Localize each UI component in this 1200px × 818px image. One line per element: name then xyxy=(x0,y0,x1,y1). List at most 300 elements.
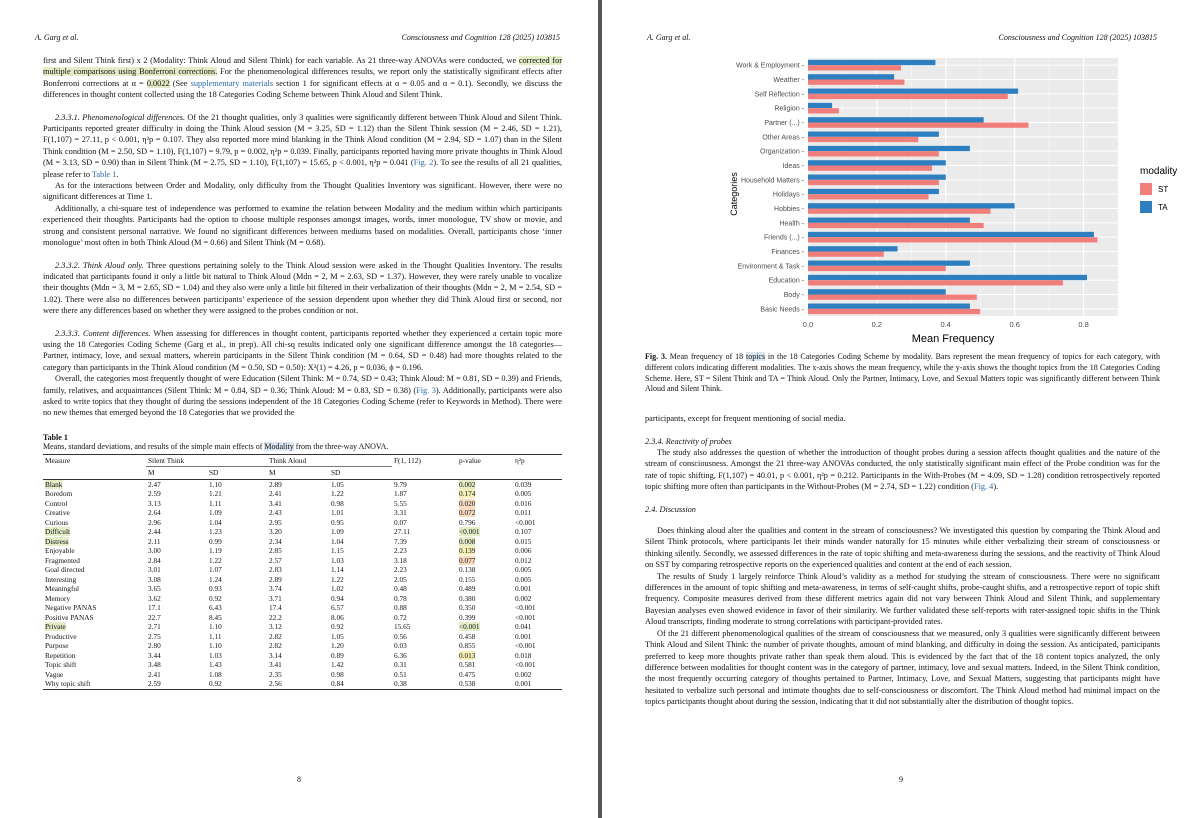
running-author: A. Garg et al. xyxy=(647,33,691,42)
cell-st-m: 2.64 xyxy=(148,508,161,518)
cell-ta-sd: 0.98 xyxy=(331,498,344,508)
col-st-m: M xyxy=(146,467,207,480)
table-row xyxy=(43,556,562,566)
cell-st-sd: 1.07 xyxy=(209,565,222,575)
cell-f: 0.56 xyxy=(394,631,407,641)
col-st-sd: SD xyxy=(207,467,267,480)
cell-measure: Interesting xyxy=(45,574,77,584)
cell-measure: Fragmented xyxy=(45,555,80,565)
section-phenomenological: 2.3.3.1. Phenomenological differences. Of the 21 thought qualities, only 3 qualities were significantly different between Think Aloud and Silent Think. Participants reported greater difficulty in doing the Think Aloud session (M = 3.25, SD = 1.12) than the Silent Think session (M = 2.46, SD = 1.21), F(1,107) = 27.11, p < 0.001, η²p = 0.107. They also reported more mind blanking in the Think Aloud condition (M = 2.94, SD = 1.07) than in the Silent Think condition (M = 2.50, SD = 1.10), F(1,107) = 9.79, p = 0.002, η²p = 0.039. Finally, participants reported having more private thoughts in Think Aloud (M = 3.13, SD = 0.90) than in Silent Think (M = 2.75, SD = 1.10), F(1,107) = 15.65, p < 0.001, η²p = 0.041 (Fig. 2). To see the results of all 21 qualities, please refer to Table 1. xyxy=(43,112,563,179)
cell-p: <0.001 xyxy=(459,622,480,632)
cell-ta-sd: 1.14 xyxy=(331,565,344,575)
table-row xyxy=(43,679,562,689)
cell-st-sd: 1.23 xyxy=(209,527,222,537)
cell-measure: Productive xyxy=(45,631,77,641)
cell-ta-m: 3.14 xyxy=(269,650,282,660)
cell-st-m: 3.01 xyxy=(148,565,161,575)
bar-st xyxy=(808,295,977,300)
bar-ta xyxy=(808,60,935,65)
cell-ta-m: 2.43 xyxy=(269,508,282,518)
col-ta-m: M xyxy=(267,467,329,480)
cell-ta-sd: 0.92 xyxy=(331,622,344,632)
y-tick-label: Holidays - xyxy=(772,191,804,199)
cell-st-m: 2.47 xyxy=(148,479,161,489)
page-number: 9 xyxy=(899,775,903,784)
cell-ta-sd: 1.09 xyxy=(331,527,344,537)
fig4-link[interactable]: Fig. 4 xyxy=(973,482,994,492)
cell-ta-m: 2.95 xyxy=(269,517,282,527)
cell-measure: Curious xyxy=(45,517,69,527)
y-tick-label: Work & Employment - xyxy=(736,62,804,70)
chisq-paragraph: Additionally, a chi-square test of independence was performed to examine the relation between Modality and the medium within which participants experienced their thoughts. Participants had the option to choose multiple responses amongst images, words, inner monologue, TV show or movie, and strong and consistent personal narrative. We found no significant differences between mediums based on modalities. Overall, participants chose ‘inner monologue’ most often in both Think Aloud (M = 0.66) and Silent Think (M = 0.68). xyxy=(43,203,562,248)
y-tick-label: Environment & Task - xyxy=(737,263,804,271)
cell-st-m: 17.1 xyxy=(148,603,161,613)
cell-ta-sd: 1.04 xyxy=(331,536,344,546)
cell-eta: 0.012 xyxy=(515,555,532,565)
bar-ta xyxy=(808,275,1087,280)
discussion-paragraph-2: The results of Study 1 largely reinforce Think Aloud’s validity as a method for studying the stream of consciousness. There were no significant differences in the amount of topic shifting and meta-awareness, in terms of self-caught shifts, probe-caught shifts, and a retrospective report of topic shift frequency. Composite measures derived from these different metrics again did not vary between Think Aloud and Silent Think, and supplementary Bayesian analyses even showed evidence in favor of their similarity. We further validated these self-reports with rater-assigned topic shifts in the Think Aloud transcripts, finding moderate to strong correlations with participant-provided rates. xyxy=(645,571,1160,627)
table-1 xyxy=(43,433,562,690)
table1-link[interactable]: Table 1 xyxy=(91,169,117,179)
x-tick-label: 0.0 xyxy=(802,320,814,329)
table-row xyxy=(43,670,562,680)
cell-eta: 0.001 xyxy=(515,679,532,689)
cell-ta-sd: 1.42 xyxy=(331,660,344,670)
cell-p: 0.475 xyxy=(459,669,476,679)
cell-ta-sd: 1.02 xyxy=(331,584,344,594)
bar-ta xyxy=(808,189,939,194)
cell-eta: <0.001 xyxy=(515,603,536,613)
cell-f: 1.87 xyxy=(394,489,407,499)
cell-ta-m: 3.71 xyxy=(269,593,282,603)
cell-ta-m: 2.57 xyxy=(269,555,282,565)
table-row xyxy=(43,527,562,537)
bar-st xyxy=(808,194,929,199)
table-row xyxy=(43,594,562,604)
cell-ta-m: 22.2 xyxy=(269,612,282,622)
legend-title: modality xyxy=(1140,166,1178,177)
y-tick-label: Household Matters - xyxy=(740,177,804,185)
cell-ta-m: 2.85 xyxy=(269,546,282,556)
cell-f: 0.72 xyxy=(394,612,407,622)
cell-st-m: 2.96 xyxy=(148,517,161,527)
cell-ta-sd: 0.89 xyxy=(331,650,344,660)
bar-st xyxy=(808,108,839,113)
y-tick-label: Health - xyxy=(779,220,804,228)
bar-st xyxy=(808,223,984,228)
table-row xyxy=(43,622,562,632)
cell-ta-m: 3.12 xyxy=(269,622,282,632)
cell-measure: Purpose xyxy=(45,641,69,651)
cell-ta-sd: 1.05 xyxy=(331,631,344,641)
cell-st-sd: 1.03 xyxy=(209,650,222,660)
x-tick-label: 0.8 xyxy=(1078,320,1089,329)
bar-ta xyxy=(808,232,1094,237)
table-caption: Means, standard deviations, and results of the simple main effects of Modality from the three-way ANOVA. xyxy=(43,441,389,451)
cell-ta-m: 3.41 xyxy=(269,660,282,670)
cell-st-sd: 8.45 xyxy=(209,612,222,622)
bar-ta xyxy=(808,117,984,122)
cell-eta: <0.001 xyxy=(515,641,536,651)
y-tick-label: Friends (...) - xyxy=(763,234,804,242)
section-reactivity-heading: 2.3.4. Reactivity of probes xyxy=(645,436,732,446)
running-journal: Consciousness and Cognition 128 (2025) 103815 xyxy=(998,33,1157,42)
cell-p: 0.489 xyxy=(459,584,476,594)
y-tick-label: Religion - xyxy=(774,105,804,113)
cell-ta-m: 3.20 xyxy=(269,527,282,537)
cell-eta: 0.018 xyxy=(515,650,532,660)
cell-st-sd: 0.93 xyxy=(209,584,222,594)
cell-f: 15.65 xyxy=(394,622,411,632)
cell-p: 0.174 xyxy=(459,489,476,499)
cell-p: 0.399 xyxy=(459,612,476,622)
cell-st-m: 3.44 xyxy=(148,650,161,660)
reactivity-paragraph: The study also addresses the question of whether the introduction of thought probes during a session affects thought qualities and the nature of the stream of consciousness. Amongst the 21 three-way ANOVAs conducted, the only statistically significant main effect of the Probe condition was for the rate of topic shifting, F(1,107) = 40.01, p < 0.001, η²p = 0.212. Participants in the With-Probes (M = 4.09, SD = 1.28) condition retrospectively reported topic shifting more often than participants in the Without-Probes (M = 2.74, SD = 1.22) condition (Fig. 4). xyxy=(645,448,1160,492)
cell-st-sd: 6.43 xyxy=(209,603,222,613)
cell-st-sd: 1.19 xyxy=(209,546,222,556)
x-tick-label: 0.6 xyxy=(1009,320,1020,329)
cell-p: 0.538 xyxy=(459,679,476,689)
cell-eta: 0.001 xyxy=(515,584,532,594)
cell-eta: 0.041 xyxy=(515,622,532,632)
cell-measure: Memory xyxy=(45,593,71,603)
cell-measure: Vague xyxy=(45,669,64,679)
cell-eta: 0.107 xyxy=(515,527,532,537)
cell-p: 0.138 xyxy=(459,565,476,575)
cell-st-m: 22.7 xyxy=(148,612,161,622)
cell-ta-m: 2.89 xyxy=(269,479,282,489)
cell-eta: 0.002 xyxy=(515,669,532,679)
bar-st xyxy=(808,123,1028,128)
legend-swatch xyxy=(1140,183,1152,195)
col-eta: η²p xyxy=(515,456,525,466)
fig-label: Fig. 3. xyxy=(645,352,667,361)
cell-ta-m: 2.82 xyxy=(269,631,282,641)
y-tick-label: Finances - xyxy=(771,249,804,256)
cell-f: 5.55 xyxy=(394,498,407,508)
bar-ta xyxy=(808,261,970,266)
cell-p: 0.077 xyxy=(459,555,476,565)
bar-ta xyxy=(808,103,832,108)
col-silent-think: Silent Think xyxy=(148,455,185,465)
table-row xyxy=(43,651,562,661)
cell-f: 0.78 xyxy=(394,593,407,603)
cell-ta-sd: 8.06 xyxy=(331,612,344,622)
cell-eta: 0.006 xyxy=(515,546,532,556)
cell-f: 0.48 xyxy=(394,584,407,594)
cell-measure: Difficult xyxy=(45,527,70,537)
figure-3-chart xyxy=(726,50,1196,345)
section-content-differences: 2.3.3.3. Content differences. When assessing for differences in thought content, participants reported whether they experienced a certain topic more using the 18 Categories Coding Scheme (Garg et al., in prep). All chi-sq results indicated only one significant difference amongst the 18 categories—Partner, intimacy, love, and sexual matters, wherein participants in the Silent Think condition (M = 0.64, SD = 0.48) had more thoughts related to the category than participants in the Think Aloud condition (M = 0.50, SD = 0.50): X²(1) = 4.26, p = 0.036, ϕ = 0.196. xyxy=(43,328,562,372)
cell-eta: 0.001 xyxy=(515,631,532,641)
bar-st xyxy=(808,94,1008,99)
bar-ta xyxy=(808,246,898,251)
cell-st-m: 3.00 xyxy=(148,546,161,556)
page-number: 8 xyxy=(297,775,301,784)
cell-f: 3.31 xyxy=(394,508,407,518)
highlight-modality: Modality xyxy=(264,441,294,451)
table-row xyxy=(43,613,562,623)
cell-p: <0.001 xyxy=(459,527,480,537)
cell-measure: Control xyxy=(45,498,68,508)
cell-p: 0.380 xyxy=(459,593,476,603)
bar-st xyxy=(808,166,932,171)
page-right xyxy=(602,0,1200,818)
cell-ta-m: 17.4 xyxy=(269,603,282,613)
section-heading: 2.3.3.3. Content differences. xyxy=(55,328,151,338)
highlight-bonferroni: corrected for multiple comparisons using Bonferroni corrections. xyxy=(43,56,562,77)
cell-st-m: 2.11 xyxy=(148,536,161,546)
cell-f: 0.03 xyxy=(394,641,407,651)
table-row xyxy=(43,499,562,509)
bar-ta xyxy=(808,74,894,79)
cell-ta-sd: 1.22 xyxy=(331,489,344,499)
cell-measure: Private xyxy=(45,622,66,632)
cell-st-sd: 0.99 xyxy=(209,536,222,546)
cell-st-sd: 1.08 xyxy=(209,669,222,679)
cell-f: 2.05 xyxy=(394,574,407,584)
cell-st-sd: 1.10 xyxy=(209,641,222,651)
cell-ta-sd: 0.98 xyxy=(331,669,344,679)
cell-f: 2.23 xyxy=(394,546,407,556)
legend-label: ST xyxy=(1158,185,1169,194)
col-think-aloud: Think Aloud xyxy=(269,455,307,465)
cell-ta-sd: 1.22 xyxy=(331,574,344,584)
cell-ta-m: 2.41 xyxy=(269,489,282,499)
cell-p: 0.002 xyxy=(459,479,476,489)
y-tick-label: Weather - xyxy=(773,77,804,84)
cell-measure: Creative xyxy=(45,508,70,518)
bar-ta xyxy=(808,175,946,180)
cell-p: 0.020 xyxy=(459,498,476,508)
cell-measure: Enjoyable xyxy=(45,546,75,556)
y-tick-label: Body - xyxy=(783,292,804,299)
cell-f: 0.51 xyxy=(394,669,407,679)
table-row xyxy=(43,546,562,556)
y-axis-title: Categories xyxy=(729,172,739,216)
discussion-paragraph-3: Of the 21 different phenomenological qualities of the stream of consciousness that we measured, only 3 qualities were significantly different between Think Aloud and Silent Think: the number of private thoughts, amount of mind blanking, and difficulty in doing the session. As anticipated, participants preferred to keep more thoughts private rather than speak them aloud. This is evidenced by the fact that of the 18 content topics analyzed, the only difference between modalities for thought content was in the category of partner, intimacy, love and sexual matters. Indeed, in the Silent Think condition, the most frequently occurring category of thoughts pertained to Partner, Intimacy, Love, and Sexual Matters, suggesting that participants might have hesitated to verbalize such personal and intimate thoughts due to self-consciousness or discomfort. The Think Aloud method had minimal impact on the topics participants thought about during the session, indicating that it did not substantially alter the distribution of thought topics. xyxy=(645,628,1160,707)
bar-ta xyxy=(808,218,970,223)
cell-f: 0.38 xyxy=(394,679,407,689)
cell-measure: Blank xyxy=(45,479,63,489)
table-row xyxy=(43,537,562,547)
table-row xyxy=(43,575,562,585)
section-think-aloud-only: 2.3.3.2. Think Aloud only. Three questions pertaining solely to the Think Aloud session were asked in the Thought Qualities Inventory. The results indicated that participants found it only a little bit natural to Think Aloud (Mdn = 2, M = 2.63, SD = 1.37). However, they were rarely unable to vocalize their thoughts (Mdn = 3, M = 2.65, SD = 1.04) and they also were only a little bit filtered in their verbalization of their thoughts (Mdn = 2, M = 2.54, SD = 1.02). There were also no differences between participants’ experience of the session dependent upon whether they did Think Aloud first or second, nor were there any differences based on whether they were assigned to the probes condition or not. xyxy=(43,260,562,316)
right-body xyxy=(645,352,1160,708)
cell-st-m: 2.41 xyxy=(148,669,161,679)
left-body xyxy=(43,55,562,690)
cell-eta: 0.011 xyxy=(515,508,532,518)
cell-ta-sd: 1.05 xyxy=(331,479,344,489)
legend-label: TA xyxy=(1158,203,1168,212)
y-tick-label: Education - xyxy=(768,277,804,285)
x-tick-label: 0.2 xyxy=(871,320,883,329)
cell-ta-sd: 6.57 xyxy=(331,603,344,613)
cell-st-sd: 1.10 xyxy=(209,622,222,632)
figure-caption: Fig. 3. Mean frequency of 18 topics in the 18 Categories Coding Scheme by modality. Bars represent the mean frequency of topics for each category, with different colors indicating different modalities. The x-axis shows the mean frequency, while the y-axis shows the thought topics from the 18 Categories Coding Scheme. Here, ST = Silent Think and TA = Think Aloud. Only the Partner, Intimacy, Love, and Sexual Matters topic was significantly different between Think Aloud and Silent Think. xyxy=(645,352,1161,394)
cell-st-m: 2.75 xyxy=(148,631,161,641)
cell-p: 0.458 xyxy=(459,631,476,641)
cell-measure: Why topic shift xyxy=(45,679,91,689)
cell-st-m: 2.80 xyxy=(148,641,161,651)
bar-st xyxy=(808,151,939,156)
cell-ta-sd: 0.94 xyxy=(331,593,344,603)
bar-st xyxy=(808,80,904,85)
continuation-paragraph: participants, except for frequent mentioning of social media. xyxy=(645,414,846,424)
bar-st xyxy=(808,266,946,271)
cell-st-sd: 1.21 xyxy=(209,489,222,499)
cell-f: 7.39 xyxy=(394,536,407,546)
cell-st-m: 2.59 xyxy=(148,679,161,689)
cell-measure: Repetition xyxy=(45,650,76,660)
table-row xyxy=(43,489,562,499)
results-table xyxy=(43,454,562,690)
cell-st-sd: 1.11 xyxy=(209,498,222,508)
cell-eta: 0.015 xyxy=(515,536,532,546)
col-p: p-value xyxy=(459,456,481,466)
cell-eta: <0.001 xyxy=(515,660,536,670)
cell-st-sd: 0.92 xyxy=(209,593,222,603)
interaction-paragraph: As for the interactions between Order and Modality, only difficulty from the Thought Qualities Inventory was significant. However, there were no significant differences at Time 1. xyxy=(43,181,562,202)
cell-st-m: 3.62 xyxy=(148,593,161,603)
cell-eta: <0.001 xyxy=(515,612,536,622)
section-discussion-heading: 2.4. Discussion xyxy=(645,504,696,514)
highlight-topics: topics xyxy=(745,352,766,361)
cell-ta-sd: 0.84 xyxy=(331,679,344,689)
table-row xyxy=(43,584,562,594)
col-ta-sd: SD xyxy=(329,467,392,480)
page-left xyxy=(0,0,598,818)
table-row xyxy=(43,565,562,575)
cell-ta-sd: 1.01 xyxy=(331,508,344,518)
cell-f: 3.18 xyxy=(394,555,407,565)
cell-ta-m: 2.83 xyxy=(269,565,282,575)
cell-eta: 0.016 xyxy=(515,498,532,508)
y-tick-label: Self Reflection - xyxy=(754,91,804,99)
bar-ta xyxy=(808,89,1018,94)
table-row xyxy=(43,632,562,642)
cell-st-m: 2.71 xyxy=(148,622,161,632)
cell-measure: Topic shift xyxy=(45,660,77,670)
cell-st-sd: 1.43 xyxy=(209,660,222,670)
cell-f: 0.31 xyxy=(394,660,407,670)
col-f: F(1, 112) xyxy=(394,456,421,466)
col-measure: Measure xyxy=(45,456,71,466)
bar-st xyxy=(808,209,991,214)
bar-st xyxy=(808,309,980,314)
fig3-link[interactable]: Fig. 3 xyxy=(416,385,436,395)
cell-eta: 0.005 xyxy=(515,574,532,584)
cell-p: 0.350 xyxy=(459,603,476,613)
cell-measure: Distress xyxy=(45,536,69,546)
cell-measure: Positive PANAS xyxy=(45,612,94,622)
bar-ta xyxy=(808,160,946,165)
cell-ta-m: 2.34 xyxy=(269,536,282,546)
cell-eta: 0.002 xyxy=(515,593,532,603)
cell-measure: Meaningful xyxy=(45,584,80,594)
cell-st-m: 2.84 xyxy=(148,555,161,565)
cell-eta: <0.001 xyxy=(515,517,536,527)
y-tick-label: Hobbies - xyxy=(774,206,804,213)
cell-st-m: 2.44 xyxy=(148,527,161,537)
cell-eta: 0.005 xyxy=(515,565,532,575)
cell-st-sd: 1.04 xyxy=(209,517,222,527)
cell-p: 0.855 xyxy=(459,641,476,651)
legend-swatch xyxy=(1140,201,1152,213)
y-tick-label: Other Areas - xyxy=(762,134,804,142)
cell-st-m: 3.08 xyxy=(148,574,161,584)
cell-st-sd: 1.09 xyxy=(209,508,222,518)
cell-ta-sd: 0.95 xyxy=(331,517,344,527)
bar-st xyxy=(808,252,884,257)
bar-ta xyxy=(808,289,946,294)
section-heading: 2.3.3.1. Phenomenological differences. xyxy=(55,112,186,122)
cell-f: 0.07 xyxy=(394,517,407,527)
cell-eta: 0.005 xyxy=(515,489,532,499)
bar-st xyxy=(808,180,939,185)
cell-ta-sd: 1.20 xyxy=(331,641,344,651)
table-row xyxy=(43,479,562,489)
cell-st-sd: 0.92 xyxy=(209,679,222,689)
running-journal: Consciousness and Cognition 128 (2025) 103815 xyxy=(401,33,560,42)
bar-ta xyxy=(808,203,1015,208)
cell-ta-m: 2.35 xyxy=(269,669,282,679)
running-author: A. Garg et al. xyxy=(35,33,79,42)
cell-ta-sd: 1.03 xyxy=(331,555,344,565)
cell-ta-m: 2.89 xyxy=(269,574,282,584)
bar-st xyxy=(808,137,918,142)
cell-measure: Negative PANAS xyxy=(45,603,97,613)
cell-p: 0.013 xyxy=(459,650,476,660)
cell-p: 0.008 xyxy=(459,536,476,546)
cell-st-sd: 1.11 xyxy=(209,631,222,641)
cell-f: 2.23 xyxy=(394,565,407,575)
cell-measure: Boredom xyxy=(45,489,73,499)
y-tick-label: Basic Needs - xyxy=(760,306,804,314)
supplementary-link[interactable]: supplementary materials xyxy=(190,78,273,88)
table-row xyxy=(43,660,562,670)
cell-p: 0.072 xyxy=(459,508,476,518)
cell-f: 27.11 xyxy=(394,527,411,537)
cell-measure: Goal directed xyxy=(45,565,85,575)
cell-st-m: 3.65 xyxy=(148,584,161,594)
cell-ta-m: 3.41 xyxy=(269,498,282,508)
cell-st-sd: 1.10 xyxy=(209,479,222,489)
y-tick-label: Ideas - xyxy=(782,163,804,170)
bar-ta xyxy=(808,304,970,309)
bar-ta xyxy=(808,146,970,151)
cell-p: 0.139 xyxy=(459,546,476,556)
y-tick-label: Partner (...) - xyxy=(764,120,804,127)
methods-paragraph: first and Silent Think first) x 2 (Modality: Think Aloud and Silent Think) for each variable. As 21 three-way ANOVAs were conducted, we corrected for multiple comparisons using Bonferroni corrections. For the phenomenological differences results, we report only the statistically significant effects after Bonferroni corrections at α = 0.0022 (See supplementary materials section 1 for significant effects at α = 0.05 and α = 0.1). Secondly, we discuss the differences in thought content collected using the 18 Categories Coding Scheme between Think Aloud and Silent Think. xyxy=(43,56,562,100)
section-heading: 2.3.3.2. Think Aloud only. xyxy=(55,260,144,270)
cell-ta-sd: 1.15 xyxy=(331,546,344,556)
cell-st-sd: 1.22 xyxy=(209,555,222,565)
table-row xyxy=(43,603,562,613)
fig2-link[interactable]: Fig. 2 xyxy=(413,158,434,168)
cell-f: 9.79 xyxy=(394,479,407,489)
cell-f: 6.36 xyxy=(394,650,407,660)
cell-st-m: 3.48 xyxy=(148,660,161,670)
cell-ta-m: 3.74 xyxy=(269,584,282,594)
cell-st-m: 3.13 xyxy=(148,498,161,508)
table-row xyxy=(43,518,562,528)
bar-st xyxy=(808,280,1063,285)
cell-eta: 0.039 xyxy=(515,479,532,489)
content-paragraph-2: Overall, the categories most frequently thought of were Education (Silent Think: M = 0.74, SD = 0.43; Think Aloud: M = 0.81, SD = 0.39) and Friends, family, relatives, and acquaintances (Silent Think: M = 0.84, SD = 0.36; Think Aloud: M = 0.83, SD = 0.38) (Fig. 3). Additionally, participants were also asked to write topics that they thought of during the sessions independent of the 18 Categories Coding Scheme (refer to Keywords in Method). There were no new themes that emerged beyond the 18 Categories that we provided the xyxy=(43,374,562,418)
table-row xyxy=(43,508,562,518)
cell-p: 0.155 xyxy=(459,574,476,584)
